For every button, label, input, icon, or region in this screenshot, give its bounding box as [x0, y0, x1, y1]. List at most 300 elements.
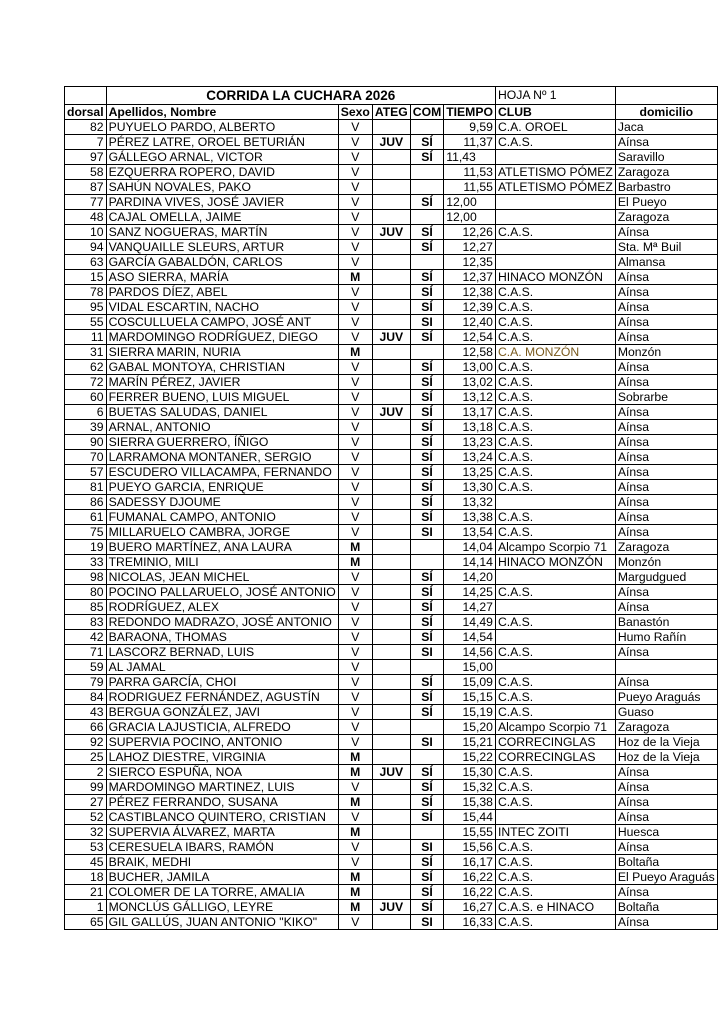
cell-tiempo: 14,20 [444, 570, 496, 585]
cell-dorsal: 81 [65, 480, 107, 495]
cell-nombre: BARAONA, THOMAS [106, 630, 338, 645]
cell-categoria [372, 315, 410, 330]
cell-sexo: M [338, 900, 372, 915]
cell-nombre: SUPERVIA ÁLVAREZ, MARTA [106, 825, 338, 840]
cell-categoria [372, 600, 410, 615]
table-row [65, 390, 718, 405]
cell-com: SÍ [410, 375, 443, 390]
table-row [65, 165, 718, 180]
cell-categoria [372, 750, 410, 765]
cell-dorsal: 83 [65, 615, 107, 630]
cell-domicilio: Monzón [615, 555, 717, 570]
cell-dorsal: 25 [65, 750, 107, 765]
cell-categoria [372, 645, 410, 660]
cell-com: SÍ [410, 510, 443, 525]
cell-dorsal: 77 [65, 195, 107, 210]
table-row [65, 375, 718, 390]
cell-nombre: GABAL MONTOYA, CHRISTIAN [106, 360, 338, 375]
cell-domicilio: Banastón [615, 615, 717, 630]
cell-categoria [372, 660, 410, 675]
cell-domicilio: Aínsa [615, 840, 717, 855]
cell-sexo: M [338, 555, 372, 570]
cell-tiempo: 12,00 [444, 210, 496, 225]
cell-categoria [372, 615, 410, 630]
cell-club: C.A.S. [495, 855, 615, 870]
cell-domicilio: Aínsa [615, 675, 717, 690]
table-row [65, 675, 718, 690]
cell-com: SÍ [410, 420, 443, 435]
cell-domicilio: Huesca [615, 825, 717, 840]
table-row [65, 690, 718, 705]
cell-sexo: V [338, 855, 372, 870]
cell-categoria [372, 360, 410, 375]
cell-club: C.A.S. [495, 225, 615, 240]
cell-sexo: V [338, 600, 372, 615]
cell-club: C.A.S. [495, 450, 615, 465]
cell-domicilio: Aínsa [615, 135, 717, 150]
cell-club: C.A.S. [495, 420, 615, 435]
table-row [65, 750, 718, 765]
cell-com: SÍ [410, 600, 443, 615]
cell-club: C.A.S. [495, 840, 615, 855]
cell-tiempo: 16,27 [444, 900, 496, 915]
cell-nombre: BUETAS SALUDAS, DANIEL [106, 405, 338, 420]
title-row [65, 87, 718, 105]
cell-dorsal: 2 [65, 765, 107, 780]
cell-sexo: V [338, 360, 372, 375]
table-row [65, 135, 718, 150]
cell-nombre: COSCULLUELA CAMPO, JOSÉ ANT [106, 315, 338, 330]
cell-categoria [372, 810, 410, 825]
cell-com: SI [410, 525, 443, 540]
cell-tiempo: 16,22 [444, 870, 496, 885]
cell-club: CORRECINGLAS [495, 735, 615, 750]
cell-nombre: LARRAMONA MONTANER, SERGIO [106, 450, 338, 465]
table-row [65, 510, 718, 525]
cell-nombre: VIDAL ESCARTIN, NACHO [106, 300, 338, 315]
cell-dorsal: 39 [65, 420, 107, 435]
cell-nombre: BRAIK, MEDHI [106, 855, 338, 870]
cell-nombre: MONCLÚS GÁLLIGO, LEYRE [106, 900, 338, 915]
header-categoria: ATEG [372, 105, 410, 120]
cell-club: C.A.S. [495, 675, 615, 690]
cell-domicilio: Aínsa [615, 765, 717, 780]
cell-sexo: M [338, 795, 372, 810]
header-domicilio: domicilio [615, 105, 717, 120]
cell-nombre: SANZ NOGUERAS, MARTÍN [106, 225, 338, 240]
cell-tiempo: 15,22 [444, 750, 496, 765]
cell-nombre: POCINO PALLARUELO, JOSÉ ANTONIO [106, 585, 338, 600]
cell-sexo: V [338, 840, 372, 855]
table-row [65, 870, 718, 885]
cell-com: SÍ [410, 795, 443, 810]
cell-com: SÍ [410, 690, 443, 705]
cell-categoria [372, 825, 410, 840]
cell-categoria [372, 480, 410, 495]
cell-domicilio: Zaragoza [615, 540, 717, 555]
cell-nombre: SUPERVIA POCINO, ANTONIO [106, 735, 338, 750]
cell-sexo: V [338, 195, 372, 210]
cell-club [495, 495, 615, 510]
cell-domicilio: Guaso [615, 705, 717, 720]
cell-domicilio: Aínsa [615, 885, 717, 900]
cell-nombre: SIERCO ESPUÑA, NOA [106, 765, 338, 780]
cell-nombre: PÉREZ LATRE, OROEL BETURIÁN [106, 135, 338, 150]
cell-club: C.A.S. [495, 585, 615, 600]
table-row [65, 555, 718, 570]
table-row [65, 150, 718, 165]
cell-tiempo: 13,23 [444, 435, 496, 450]
cell-nombre: GÁLLEGO ARNAL, VICTOR [106, 150, 338, 165]
cell-dorsal: 21 [65, 885, 107, 900]
cell-tiempo: 11,53 [444, 165, 496, 180]
cell-sexo: M [338, 885, 372, 900]
cell-domicilio: Jaca [615, 120, 717, 135]
cell-nombre: LASCORZ BERNAD, LUIS [106, 645, 338, 660]
cell-nombre: SADESSY DJOUME [106, 495, 338, 510]
cell-categoria [372, 420, 410, 435]
table-row [65, 480, 718, 495]
cell-club: INTEC ZOITI [495, 825, 615, 840]
cell-tiempo: 15,00 [444, 660, 496, 675]
cell-sexo: M [338, 870, 372, 885]
table-row [65, 900, 718, 915]
cell-com [410, 750, 443, 765]
cell-dorsal: 60 [65, 390, 107, 405]
cell-sexo: V [338, 120, 372, 135]
cell-domicilio: Aínsa [615, 525, 717, 540]
cell-nombre: ESCUDERO VILLACAMPA, FERNANDO [106, 465, 338, 480]
cell-club: C.A.S. [495, 435, 615, 450]
table-row [65, 255, 718, 270]
cell-categoria [372, 300, 410, 315]
cell-tiempo: 15,56 [444, 840, 496, 855]
cell-dorsal: 7 [65, 135, 107, 150]
cell-domicilio: Monzón [615, 345, 717, 360]
cell-nombre: TREMINIO, MILI [106, 555, 338, 570]
cell-domicilio: Aínsa [615, 225, 717, 240]
cell-categoria [372, 240, 410, 255]
cell-domicilio: Humo Rañín [615, 630, 717, 645]
cell-tiempo: 12,38 [444, 285, 496, 300]
race-title: CORRIDA LA CUCHARA 2026 [106, 87, 495, 105]
cell-sexo: V [338, 330, 372, 345]
cell-sexo: M [338, 825, 372, 840]
cell-sexo: M [338, 750, 372, 765]
table-row [65, 285, 718, 300]
table-row [65, 630, 718, 645]
cell-tiempo: 11,55 [444, 180, 496, 195]
cell-domicilio: Zaragoza [615, 720, 717, 735]
cell-nombre: MARDOMINGO MARTINEZ, LUIS [106, 780, 338, 795]
cell-domicilio: Saravillo [615, 150, 717, 165]
cell-club: C.A.S. [495, 360, 615, 375]
cell-club: C.A. MONZÓN [495, 345, 615, 360]
table-row [65, 885, 718, 900]
table-row [65, 735, 718, 750]
cell-categoria [372, 855, 410, 870]
cell-sexo: V [338, 285, 372, 300]
cell-domicilio: Aínsa [615, 810, 717, 825]
cell-tiempo: 11,37 [444, 135, 496, 150]
cell-categoria [372, 630, 410, 645]
table-row [65, 495, 718, 510]
cell-domicilio: Aínsa [615, 915, 717, 930]
table-row [65, 120, 718, 135]
cell-dorsal: 84 [65, 690, 107, 705]
cell-tiempo: 13,02 [444, 375, 496, 390]
table-row [65, 540, 718, 555]
cell-nombre: REDONDO MADRAZO, JOSÉ ANTONIO [106, 615, 338, 630]
header-tiempo: TIEMPO [444, 105, 496, 120]
cell-dorsal: 42 [65, 630, 107, 645]
cell-nombre: RODRÍGUEZ, ALEX [106, 600, 338, 615]
cell-nombre: PUEYO GARCIA, ENRIQUE [106, 480, 338, 495]
cell-dorsal: 61 [65, 510, 107, 525]
cell-sexo: V [338, 420, 372, 435]
results-table [64, 86, 718, 930]
table-row [65, 225, 718, 240]
cell-sexo: V [338, 675, 372, 690]
cell-sexo: V [338, 240, 372, 255]
cell-domicilio: Aínsa [615, 420, 717, 435]
table-row [65, 660, 718, 675]
cell-dorsal: 66 [65, 720, 107, 735]
table-row [65, 360, 718, 375]
cell-domicilio: Aínsa [615, 495, 717, 510]
cell-tiempo: 12,27 [444, 240, 496, 255]
cell-sexo: V [338, 465, 372, 480]
cell-com [410, 255, 443, 270]
cell-club: C.A.S. [495, 705, 615, 720]
cell-nombre: EZQUERRA ROPERO, DAVID [106, 165, 338, 180]
cell-dorsal: 43 [65, 705, 107, 720]
cell-domicilio: Pueyo Araguás [615, 690, 717, 705]
cell-dorsal: 6 [65, 405, 107, 420]
cell-dorsal: 71 [65, 645, 107, 660]
cell-nombre: GRACIA LAJUSTICIA, ALFREDO [106, 720, 338, 735]
cell-categoria [372, 690, 410, 705]
cell-club: HINACO MONZÓN [495, 270, 615, 285]
table-row [65, 615, 718, 630]
cell-sexo: V [338, 570, 372, 585]
cell-dorsal: 87 [65, 180, 107, 195]
cell-com: SÍ [410, 870, 443, 885]
table-row [65, 270, 718, 285]
cell-club [495, 660, 615, 675]
cell-club: HINACO MONZÓN [495, 555, 615, 570]
cell-domicilio: Aínsa [615, 450, 717, 465]
cell-categoria [372, 870, 410, 885]
cell-club: C.A.S. [495, 375, 615, 390]
cell-nombre: BUCHER, JAMILA [106, 870, 338, 885]
cell-domicilio: Sobrarbe [615, 390, 717, 405]
table-row [65, 795, 718, 810]
cell-categoria [372, 705, 410, 720]
cell-tiempo: 13,17 [444, 405, 496, 420]
cell-tiempo: 15,15 [444, 690, 496, 705]
cell-com: SI [410, 645, 443, 660]
cell-categoria [372, 495, 410, 510]
cell-club: C.A.S. [495, 285, 615, 300]
cell-dorsal: 90 [65, 435, 107, 450]
cell-tiempo: 12,37 [444, 270, 496, 285]
cell-domicilio: Zaragoza [615, 165, 717, 180]
cell-categoria [372, 555, 410, 570]
cell-tiempo: 16,17 [444, 855, 496, 870]
cell-sexo: V [338, 660, 372, 675]
cell-club: C.A. OROEL [495, 120, 615, 135]
cell-club [495, 810, 615, 825]
cell-com: SÍ [410, 450, 443, 465]
cell-club: Alcampo Scorpio 71 [495, 540, 615, 555]
table-row [65, 645, 718, 660]
cell-tiempo: 16,33 [444, 915, 496, 930]
cell-categoria [372, 570, 410, 585]
cell-sexo: V [338, 390, 372, 405]
cell-tiempo: 14,04 [444, 540, 496, 555]
cell-tiempo: 14,49 [444, 615, 496, 630]
cell-categoria [372, 840, 410, 855]
cell-club [495, 600, 615, 615]
cell-domicilio: El Pueyo [615, 195, 717, 210]
cell-club [495, 240, 615, 255]
cell-tiempo: 12,54 [444, 330, 496, 345]
table-row [65, 600, 718, 615]
cell-dorsal: 19 [65, 540, 107, 555]
cell-tiempo: 16,22 [444, 885, 496, 900]
cell-nombre: RODRIGUEZ FERNÁNDEZ, AGUSTÍN [106, 690, 338, 705]
cell-domicilio: Aínsa [615, 480, 717, 495]
cell-categoria [372, 525, 410, 540]
cell-dorsal: 97 [65, 150, 107, 165]
cell-tiempo: 12,40 [444, 315, 496, 330]
cell-dorsal: 15 [65, 270, 107, 285]
cell-categoria: JUV [372, 225, 410, 240]
cell-categoria [372, 120, 410, 135]
cell-domicilio: Aínsa [615, 585, 717, 600]
cell-domicilio: Aínsa [615, 375, 717, 390]
table-row [65, 345, 718, 360]
cell-sexo: V [338, 180, 372, 195]
cell-dorsal: 63 [65, 255, 107, 270]
cell-com: SÍ [410, 435, 443, 450]
cell-tiempo: 13,54 [444, 525, 496, 540]
cell-com: SÍ [410, 240, 443, 255]
cell-dorsal: 32 [65, 825, 107, 840]
cell-dorsal: 59 [65, 660, 107, 675]
cell-sexo: V [338, 210, 372, 225]
cell-domicilio: Aínsa [615, 600, 717, 615]
cell-com: SÍ [410, 855, 443, 870]
cell-categoria [372, 780, 410, 795]
cell-com: SÍ [410, 900, 443, 915]
table-row [65, 840, 718, 855]
cell-dorsal: 45 [65, 855, 107, 870]
cell-nombre: MARDOMINGO RODRÍGUEZ, DIEGO [106, 330, 338, 345]
cell-com: SI [410, 840, 443, 855]
cell-domicilio: Aínsa [615, 795, 717, 810]
cell-dorsal: 79 [65, 675, 107, 690]
cell-com [410, 555, 443, 570]
cell-sexo: V [338, 615, 372, 630]
cell-domicilio: Almansa [615, 255, 717, 270]
cell-sexo: V [338, 705, 372, 720]
cell-club: C.A.S. [495, 315, 615, 330]
cell-tiempo: 12,39 [444, 300, 496, 315]
cell-tiempo: 15,30 [444, 765, 496, 780]
cell-com: SÍ [410, 495, 443, 510]
cell-tiempo: 14,56 [444, 645, 496, 660]
cell-domicilio: Aínsa [615, 300, 717, 315]
cell-dorsal: 70 [65, 450, 107, 465]
table-row [65, 825, 718, 840]
cell-club: C.A.S. [495, 765, 615, 780]
cell-sexo: V [338, 510, 372, 525]
cell-com: SÍ [410, 630, 443, 645]
cell-club [495, 570, 615, 585]
cell-domicilio: Aínsa [615, 285, 717, 300]
cell-nombre: VANQUAILLE SLEURS, ARTUR [106, 240, 338, 255]
cell-sexo: V [338, 375, 372, 390]
cell-nombre: CERESUELA IBARS, RAMÓN [106, 840, 338, 855]
cell-domicilio [615, 660, 717, 675]
cell-club: C.A.S. [495, 390, 615, 405]
cell-dorsal: 92 [65, 735, 107, 750]
cell-tiempo: 13,32 [444, 495, 496, 510]
cell-club [495, 150, 615, 165]
cell-sexo: V [338, 135, 372, 150]
cell-dorsal: 18 [65, 870, 107, 885]
cell-dorsal: 57 [65, 465, 107, 480]
cell-categoria [372, 435, 410, 450]
cell-categoria [372, 210, 410, 225]
cell-sexo: V [338, 435, 372, 450]
cell-dorsal: 58 [65, 165, 107, 180]
cell-nombre: FERRER BUENO, LUIS MIGUEL [106, 390, 338, 405]
header-row [65, 105, 718, 120]
cell-tiempo: 15,21 [444, 735, 496, 750]
cell-com: SÍ [410, 330, 443, 345]
title-blank-cell [615, 87, 717, 105]
header-com: COM [410, 105, 443, 120]
table-row [65, 240, 718, 255]
cell-sexo: V [338, 735, 372, 750]
cell-categoria [372, 585, 410, 600]
header-nombre: Apellidos, Nombre [106, 105, 338, 120]
cell-domicilio: Zaragoza [615, 210, 717, 225]
cell-categoria [372, 465, 410, 480]
cell-com: SÍ [410, 150, 443, 165]
table-row [65, 315, 718, 330]
cell-sexo: V [338, 450, 372, 465]
cell-domicilio: Boltaña [615, 855, 717, 870]
cell-com [410, 540, 443, 555]
cell-sexo: V [338, 810, 372, 825]
table-row [65, 765, 718, 780]
cell-com [410, 660, 443, 675]
cell-tiempo: 12,35 [444, 255, 496, 270]
cell-domicilio: Aínsa [615, 465, 717, 480]
cell-tiempo: 13,18 [444, 420, 496, 435]
cell-categoria [372, 510, 410, 525]
cell-categoria: JUV [372, 405, 410, 420]
cell-tiempo: 14,14 [444, 555, 496, 570]
cell-com: SÍ [410, 225, 443, 240]
cell-dorsal: 11 [65, 330, 107, 345]
cell-domicilio: Margudgued [615, 570, 717, 585]
cell-dorsal: 52 [65, 810, 107, 825]
